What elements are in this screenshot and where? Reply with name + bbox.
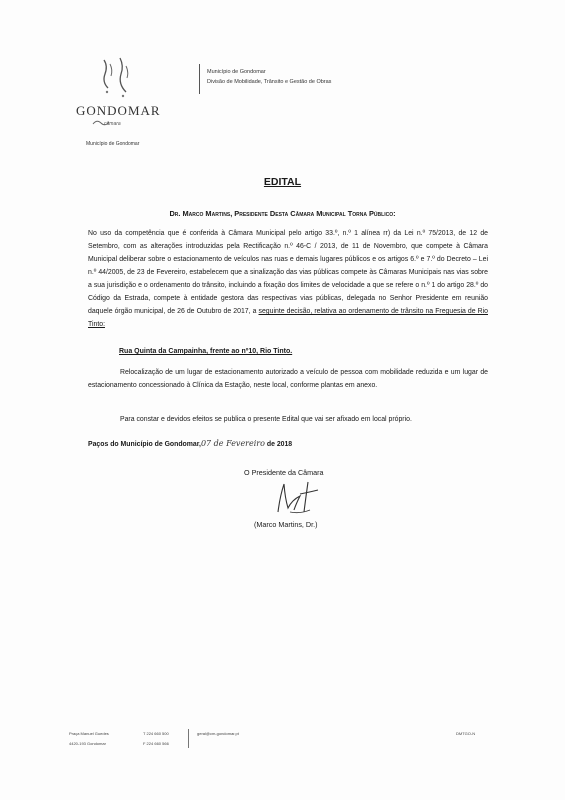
main-paragraph-text: No uso da competência que é conferida à Câmara Municipal pelo artigo 33.º, n.º 1 alínea rr) da Lei n.º 75/2013, de 12 de Setembro, com as alterações introduzidas pela Rectificação n.º 46-C / 2013, de 11 de Novembro, que compete à Câmara Municipal deliberar sobre o estacionamento de veículos nas ruas e demais lugares públicos e os artigos 6.º e 7.º do Decreto – Lei n.º 44/2005, de 23 de Fevereiro, estabelecem que a sinalização das vias públicas compete às Câmaras Municipais nas vias sobre a sua jurisdição e o ordenamento do trânsito, incluindo a fixação dos limites de velocidade a que se refere o n.º 1 do artigo 28.º do Código da Estrada, compete à entidade gestora das respectivas vias públicas, delegada no Senhor Presidente em reunião daquele órgão municipal, de 26 de Outubro de 2017, a	[88, 230, 488, 315]
logo-caption: Município de Gondomar	[86, 141, 140, 147]
date-line	[88, 439, 292, 448]
main-paragraph	[88, 227, 488, 331]
footer-address-line1: Praça Manuel Guedes	[69, 731, 109, 736]
president-title: O Presidente da Câmara	[244, 468, 324, 477]
document-subtitle: Dr. Marco Martins, Presidente Desta Câmara Municipal Torna Público:	[169, 209, 396, 218]
date-prefix: Paços do Município de Gondomar,	[88, 441, 201, 448]
date-suffix: de 2018	[266, 441, 293, 448]
signature-mark	[270, 478, 330, 518]
header-municipality: Município de Gondomar	[207, 69, 266, 75]
footer-document-code: DMTGO-N	[456, 731, 476, 736]
footer-phone: T 224 660 500	[143, 731, 169, 736]
footer-divider	[188, 729, 189, 748]
footer-email: geral@cm-gondomar.pt	[197, 731, 239, 736]
logo-subtext: câmara	[104, 121, 121, 127]
document-title: EDITAL	[263, 176, 302, 188]
publication-notice: Para constar e devidos efeitos se publica o presente Edital que vai ser afixado em local próprio.	[120, 416, 412, 423]
footer-address-line2: 4420-193 Gondomar	[69, 741, 106, 746]
main-paragraph-underlined: seguinte decisão, relativa ao ordenamento de trânsito na Freguesia de Rio Tinto:	[88, 308, 488, 328]
municipality-logo-emblem	[96, 56, 136, 100]
location-heading: Rua Quinta da Campainha, frente ao nº10, Rio Tinto.	[119, 348, 293, 355]
date-handwritten: 07 de Fevereiro	[200, 439, 265, 448]
signatory-name: (Marco Martins, Dr.)	[254, 520, 318, 529]
logo-wordmark: GONDOMAR	[76, 103, 161, 118]
relocation-paragraph: Relocalização de um lugar de estacionamento autorizado a veículo de pessoa com mobilidade reduzida e um lugar de estacionamento concessionado à Clínica da Estação, neste local, conforme plantas em anexo.	[88, 369, 488, 389]
header-division: Divisão de Mobilidade, Trânsito e Gestão de Obras	[207, 79, 332, 85]
header-divider	[199, 64, 200, 94]
footer-fax: F 224 660 566	[143, 741, 169, 746]
